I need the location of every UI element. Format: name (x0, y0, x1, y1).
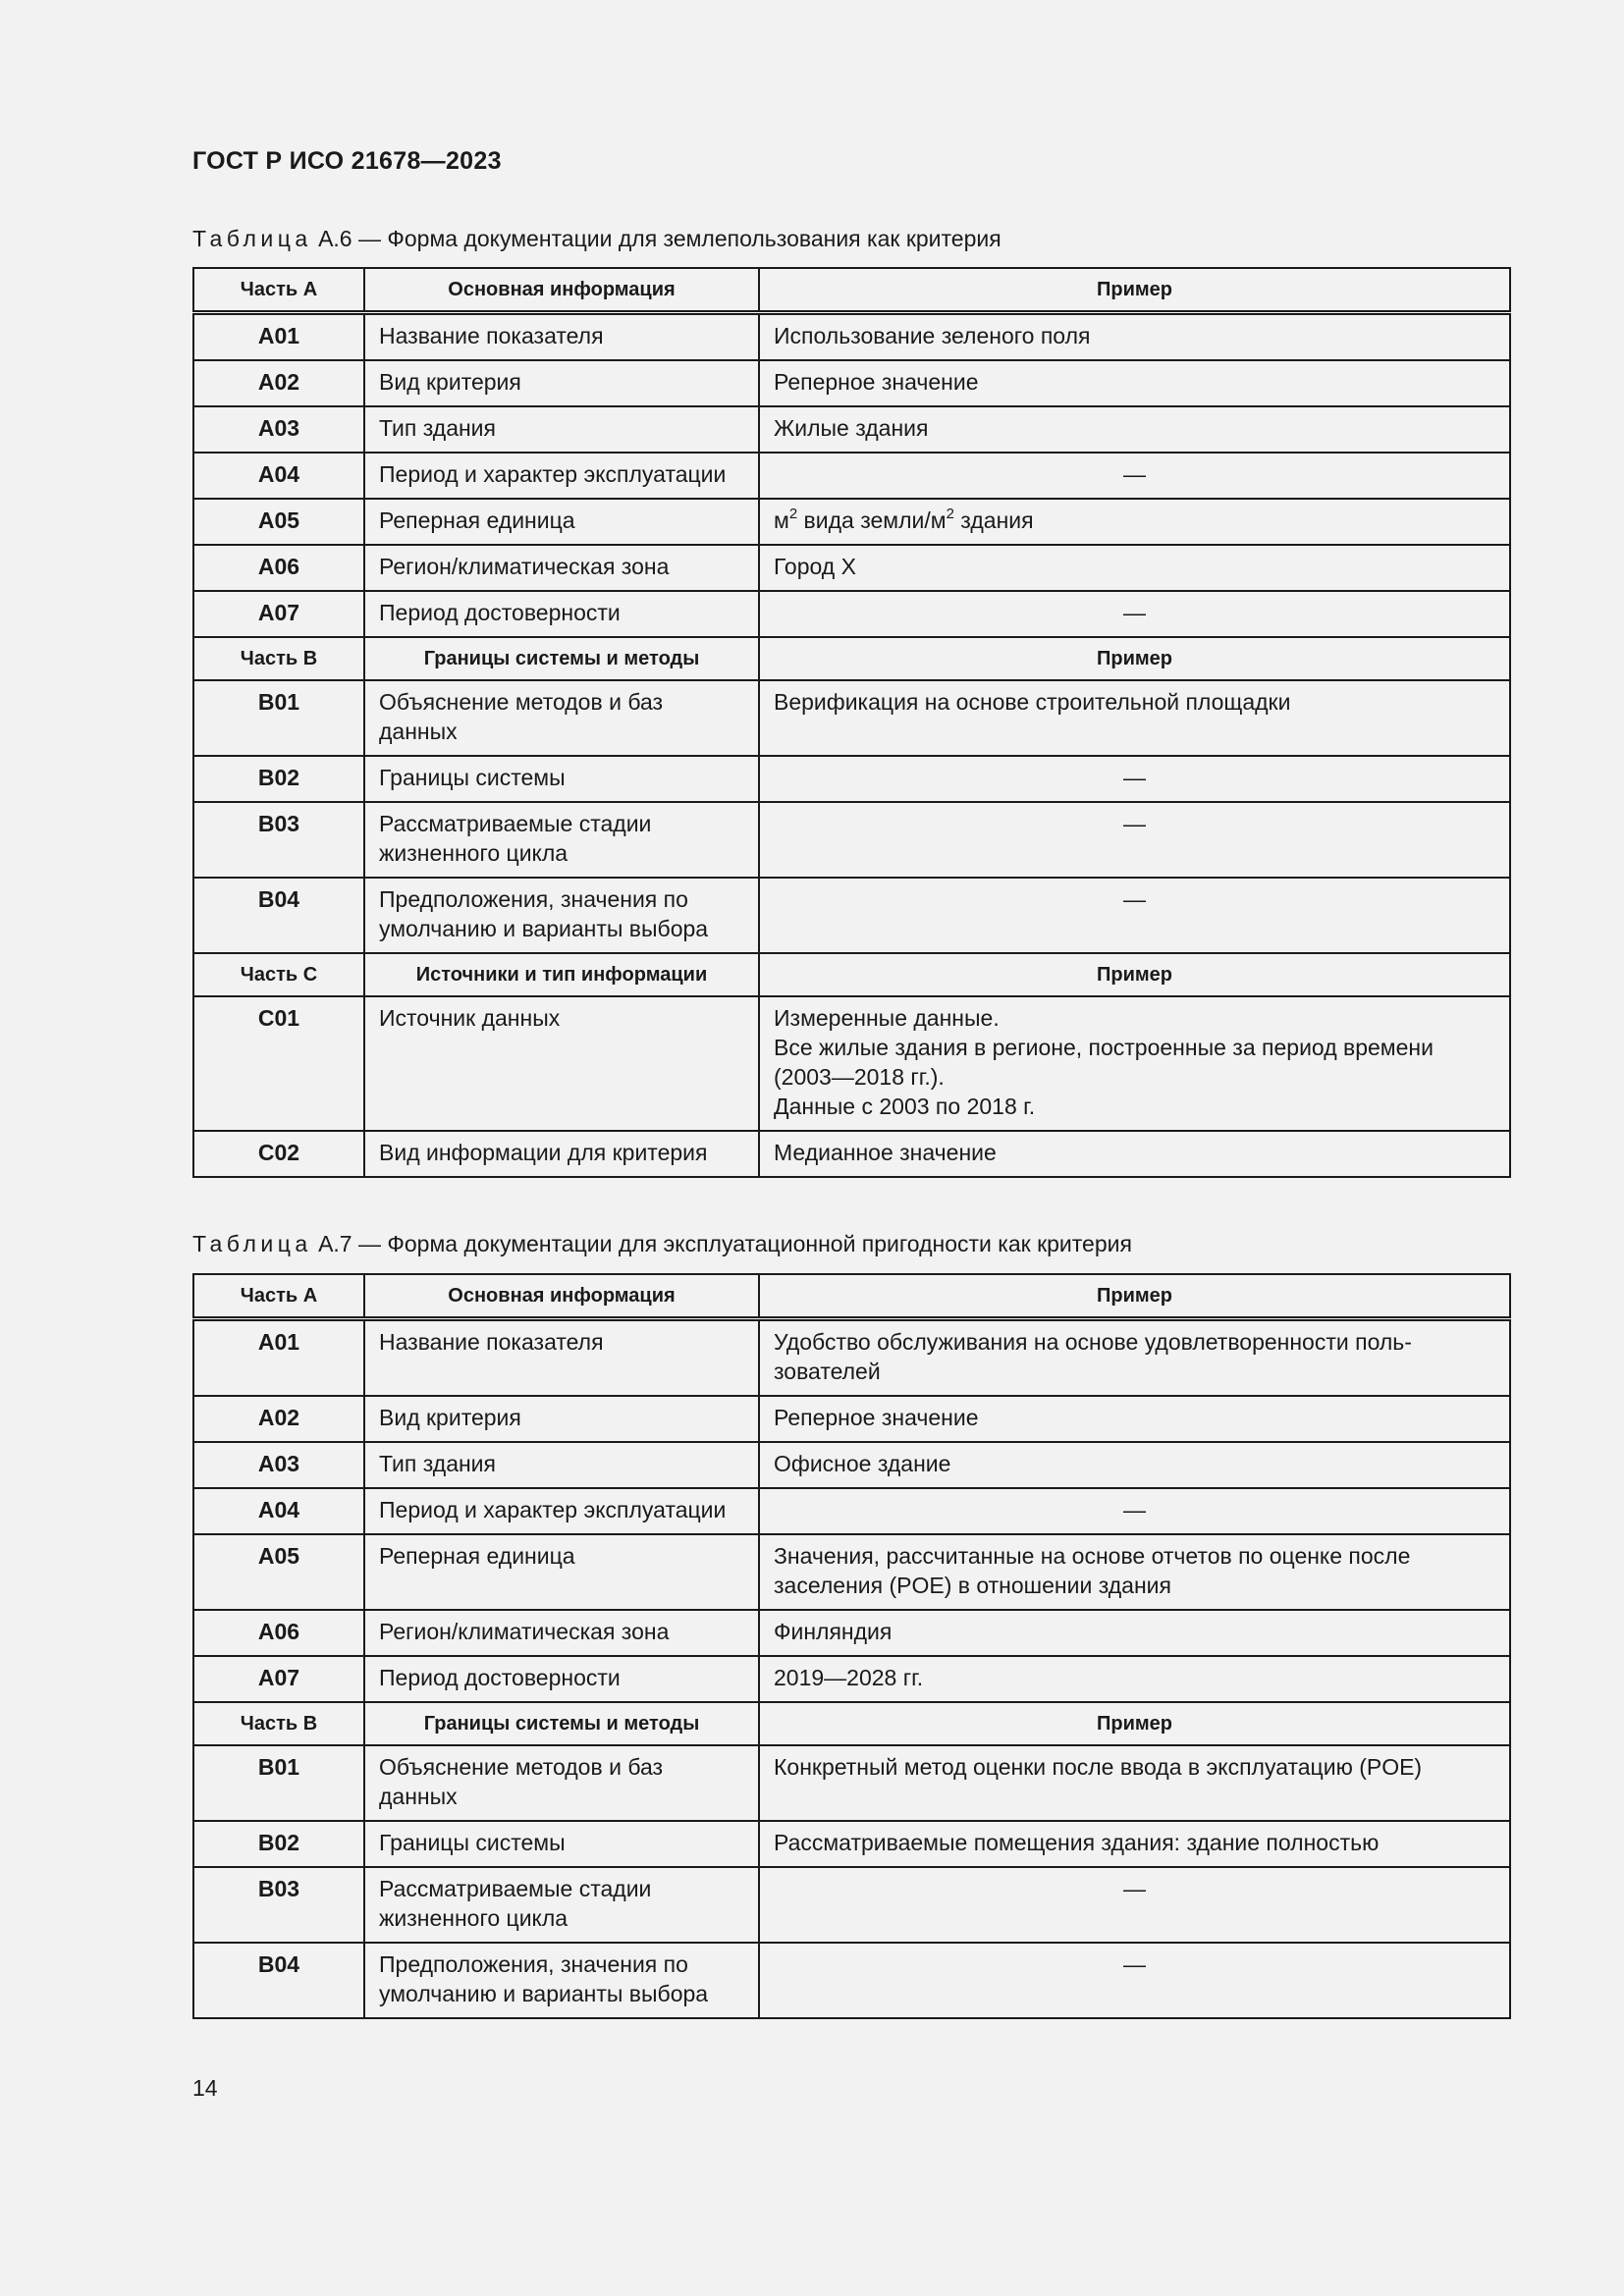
row-code: A05 (193, 499, 364, 545)
header-part: Часть А (193, 268, 364, 313)
row-example: — (759, 802, 1510, 878)
unit-superscript: 2 (788, 506, 798, 522)
table-row (193, 1319, 1510, 1397)
row-name: Тип здания (364, 406, 759, 453)
row-name: Регион/климатическая зона (364, 1610, 759, 1656)
row-name: Период и характер эксплуатации (364, 453, 759, 499)
row-code: B01 (193, 1745, 364, 1821)
row-code: A02 (193, 360, 364, 406)
row-name: Регион/климатическая зона (364, 545, 759, 591)
table-row (193, 1442, 1510, 1488)
row-code: A01 (193, 1319, 364, 1397)
table-row (193, 1488, 1510, 1534)
header-example: Пример (759, 1274, 1510, 1319)
table-row (193, 1867, 1510, 1943)
row-name: Вид критерия (364, 1396, 759, 1442)
table-row (193, 453, 1510, 499)
row-code: C02 (193, 1131, 364, 1177)
unit-text: вида земли/м (797, 507, 947, 533)
table-row (193, 360, 1510, 406)
row-name: Границы системы (364, 756, 759, 802)
section-header-row (193, 953, 1510, 996)
section-example: Пример (759, 1702, 1510, 1745)
row-code: B02 (193, 1821, 364, 1867)
row-code: A07 (193, 591, 364, 637)
row-code: A03 (193, 406, 364, 453)
row-code: B03 (193, 802, 364, 878)
table-row (193, 802, 1510, 878)
table-row (193, 313, 1510, 361)
row-example: Город X (759, 545, 1510, 591)
row-name: Период достоверности (364, 1656, 759, 1702)
row-name: Объяснение методов и баз данных (364, 1745, 759, 1821)
row-name: Рассматриваемые стадии жизненного цикла (364, 802, 759, 878)
row-code: A04 (193, 1488, 364, 1534)
row-example: Медианное значение (759, 1131, 1510, 1177)
row-example: Жилые здания (759, 406, 1510, 453)
row-example: Верификация на основе строительной площадки (759, 680, 1510, 756)
table-caption-a7 (192, 1231, 1132, 1257)
table-row (193, 996, 1510, 1131)
section-part: Часть С (193, 953, 364, 996)
row-name: Предположения, значения по умолчанию и варианты выбора (364, 878, 759, 953)
section-part: Часть В (193, 637, 364, 680)
table-header-row (193, 268, 1510, 313)
row-name: Объяснение методов и баз данных (364, 680, 759, 756)
row-code: A07 (193, 1656, 364, 1702)
caption-label: Таблица (192, 226, 312, 251)
row-code: A02 (193, 1396, 364, 1442)
row-example: — (759, 453, 1510, 499)
row-example: — (759, 1943, 1510, 2018)
row-example: Использование зеленого поля (759, 313, 1510, 361)
section-header-row (193, 637, 1510, 680)
row-name: Рассматриваемые стадии жизненного цикла (364, 1867, 759, 1943)
caption-label: Таблица (192, 1231, 312, 1256)
table-row (193, 545, 1510, 591)
row-name: Название показателя (364, 1319, 759, 1397)
row-name: Название показателя (364, 313, 759, 361)
row-example: Измеренные данные. Все жилые здания в регионе, построенные за период времени (2003—2018 гг.). Данные с 2003 по 2018 г. (759, 996, 1510, 1131)
row-example: — (759, 591, 1510, 637)
row-code: A06 (193, 1610, 364, 1656)
row-name: Вид информации для критерия (364, 1131, 759, 1177)
table-row (193, 1396, 1510, 1442)
row-example: — (759, 878, 1510, 953)
table-row (193, 680, 1510, 756)
page-number: 14 (192, 2075, 218, 2101)
table-row (193, 1943, 1510, 2018)
row-name: Реперная единица (364, 499, 759, 545)
row-name: Период и характер эксплуатации (364, 1488, 759, 1534)
table-row (193, 499, 1510, 545)
header-info: Основная информация (364, 268, 759, 313)
row-example: — (759, 1867, 1510, 1943)
row-code: A06 (193, 545, 364, 591)
section-info: Границы системы и методы (364, 1702, 759, 1745)
row-code: B03 (193, 1867, 364, 1943)
row-example: Конкретный метод оценки после ввода в эксплуатацию (POE) (759, 1745, 1510, 1821)
unit-superscript: 2 (946, 506, 954, 522)
row-code: A05 (193, 1534, 364, 1610)
section-info: Границы системы и методы (364, 637, 759, 680)
unit-text: здания (953, 507, 1034, 533)
section-example: Пример (759, 953, 1510, 996)
row-example: — (759, 1488, 1510, 1534)
row-example (759, 499, 1510, 545)
row-name: Предположения, значения по умолчанию и варианты выбора (364, 1943, 759, 2018)
row-example: 2019—2028 гг. (759, 1656, 1510, 1702)
caption-text: А.6 — Форма документации для землепользования как критерия (311, 226, 1001, 251)
header-example: Пример (759, 268, 1510, 313)
section-info: Источники и тип информации (364, 953, 759, 996)
table-row (193, 591, 1510, 637)
row-example: Удобство обслуживания на основе удовлетворенности поль-зователей (759, 1319, 1510, 1397)
table-row (193, 1131, 1510, 1177)
row-example: Финляндия (759, 1610, 1510, 1656)
table-row (193, 1821, 1510, 1867)
table-caption-a6 (192, 226, 1001, 252)
row-name: Тип здания (364, 1442, 759, 1488)
table-row (193, 1610, 1510, 1656)
table-row (193, 756, 1510, 802)
row-code: B04 (193, 1943, 364, 2018)
table-row (193, 1745, 1510, 1821)
table-a7 (192, 1273, 1511, 2019)
table-a6 (192, 267, 1511, 1178)
row-code: A04 (193, 453, 364, 499)
document-title: ГОСТ Р ИСО 21678—2023 (192, 147, 502, 175)
row-name: Границы системы (364, 1821, 759, 1867)
row-example: Значения, рассчитанные на основе отчетов по оценке после заселения (POE) в отношении здания (759, 1534, 1510, 1610)
table-row (193, 1656, 1510, 1702)
header-info: Основная информация (364, 1274, 759, 1319)
row-name: Вид критерия (364, 360, 759, 406)
table-row (193, 1534, 1510, 1610)
row-code: C01 (193, 996, 364, 1131)
row-example: — (759, 756, 1510, 802)
section-example: Пример (759, 637, 1510, 680)
section-header-row (193, 1702, 1510, 1745)
row-code: B01 (193, 680, 364, 756)
unit-text: м (774, 507, 789, 533)
row-example: Реперное значение (759, 1396, 1510, 1442)
row-example: Реперное значение (759, 360, 1510, 406)
table-header-row (193, 1274, 1510, 1319)
row-example: Рассматриваемые помещения здания: здание полностью (759, 1821, 1510, 1867)
table-row (193, 406, 1510, 453)
section-part: Часть В (193, 1702, 364, 1745)
row-name: Источник данных (364, 996, 759, 1131)
caption-text: А.7 — Форма документации для эксплуатационной пригодности как критерия (311, 1231, 1132, 1256)
header-part: Часть А (193, 1274, 364, 1319)
row-code: A03 (193, 1442, 364, 1488)
row-code: B02 (193, 756, 364, 802)
row-name: Период достоверности (364, 591, 759, 637)
table-row (193, 878, 1510, 953)
row-name: Реперная единица (364, 1534, 759, 1610)
row-code: A01 (193, 313, 364, 361)
row-example: Офисное здание (759, 1442, 1510, 1488)
row-code: B04 (193, 878, 364, 953)
